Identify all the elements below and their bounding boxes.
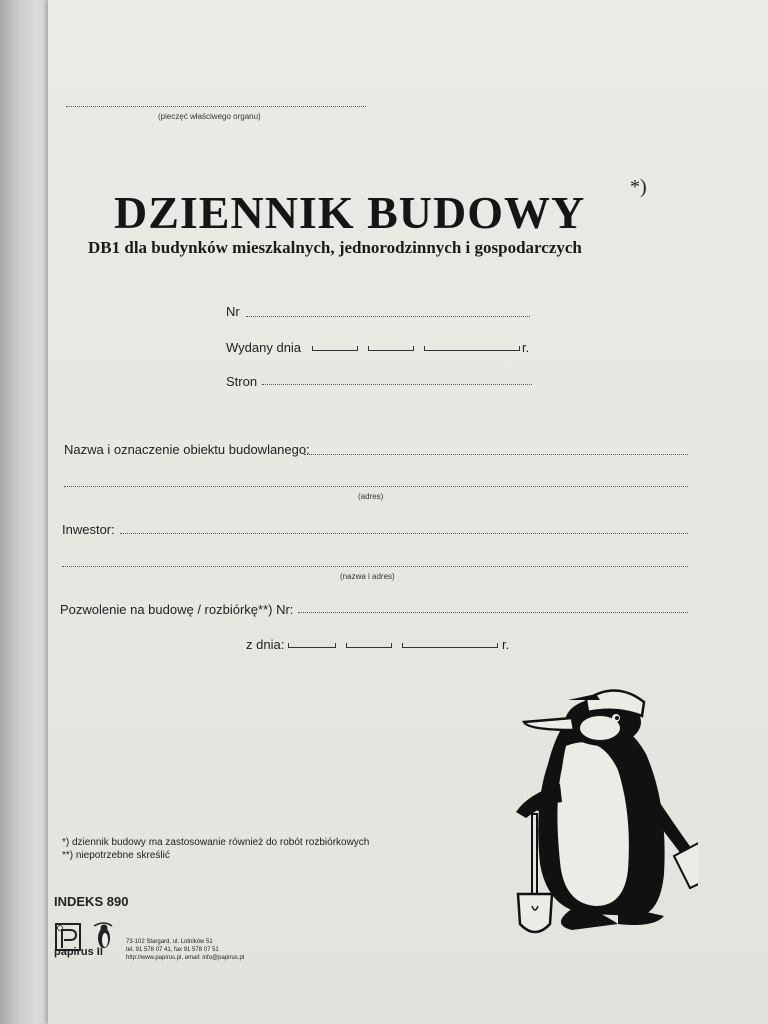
title-footnote-marker: *) — [630, 176, 647, 198]
footnote-2: **) niepotrzebne skreślić — [62, 850, 170, 861]
permit-month-box[interactable] — [346, 641, 392, 648]
investor-address-caption: (nazwa i adres) — [340, 572, 395, 581]
document-title: DZIENNIK BUDOWY — [114, 187, 586, 238]
pages-label: Stron — [226, 374, 258, 389]
issued-date-suffix: r. — [522, 340, 530, 355]
object-label: Nazwa i oznaczenie obiektu budowlanego: — [64, 442, 310, 457]
publisher-address-line-1: 73-102 Stargard, ul. Lotników 51 — [126, 939, 213, 945]
permit-year-box[interactable] — [402, 641, 498, 648]
penguin-builder-icon — [468, 684, 698, 944]
object-address-field[interactable] — [64, 486, 688, 487]
permit-date-suffix: r. — [502, 637, 510, 652]
footnote-1: *) dziennik budowy ma zastosowanie również do robót rozbiórkowych — [62, 837, 370, 848]
book-binding — [0, 0, 52, 1024]
seal-line — [66, 106, 366, 107]
index-number: INDEKS 890 — [54, 894, 129, 909]
pages-field[interactable] — [262, 384, 532, 385]
object-field[interactable] — [304, 454, 688, 455]
document-cover — [48, 0, 768, 1024]
investor-label: Inwestor: — [62, 522, 115, 537]
investor-address-field[interactable] — [62, 566, 688, 567]
issued-month-box[interactable] — [368, 344, 414, 351]
publisher-brand: papirus II — [54, 946, 103, 958]
issued-date-label: Wydany dnia — [226, 340, 302, 355]
permit-label: Pozwolenie na budowę / rozbiórkę**) Nr: — [60, 602, 294, 617]
investor-field[interactable] — [120, 533, 688, 534]
penguin-builder-illustration — [468, 684, 698, 944]
seal-caption: (pieczęć właściwego organu) — [158, 112, 261, 121]
publisher-address-line-3: http://www.papirus.pl, email: info@papirus.pl — [126, 955, 245, 961]
document-subtitle: DB1 dla budynków mieszkalnych, jednorodzinnych i gospodarczych — [88, 238, 582, 257]
publisher-address — [126, 938, 244, 962]
issued-date-field[interactable] — [312, 344, 520, 351]
nr-field[interactable] — [246, 316, 530, 317]
permit-date-field[interactable] — [288, 641, 498, 648]
permit-number-field[interactable] — [298, 612, 688, 613]
permit-day-box[interactable] — [288, 641, 336, 648]
issued-year-box[interactable] — [424, 344, 520, 351]
nr-label: Nr — [226, 304, 240, 319]
object-address-caption: (adres) — [358, 492, 384, 501]
publisher-address-line-2: tel. 91 578 07 41, fax 91 578 07 51 — [126, 947, 219, 953]
issued-day-box[interactable] — [312, 344, 358, 351]
permit-date-label: z dnia: — [246, 637, 285, 652]
